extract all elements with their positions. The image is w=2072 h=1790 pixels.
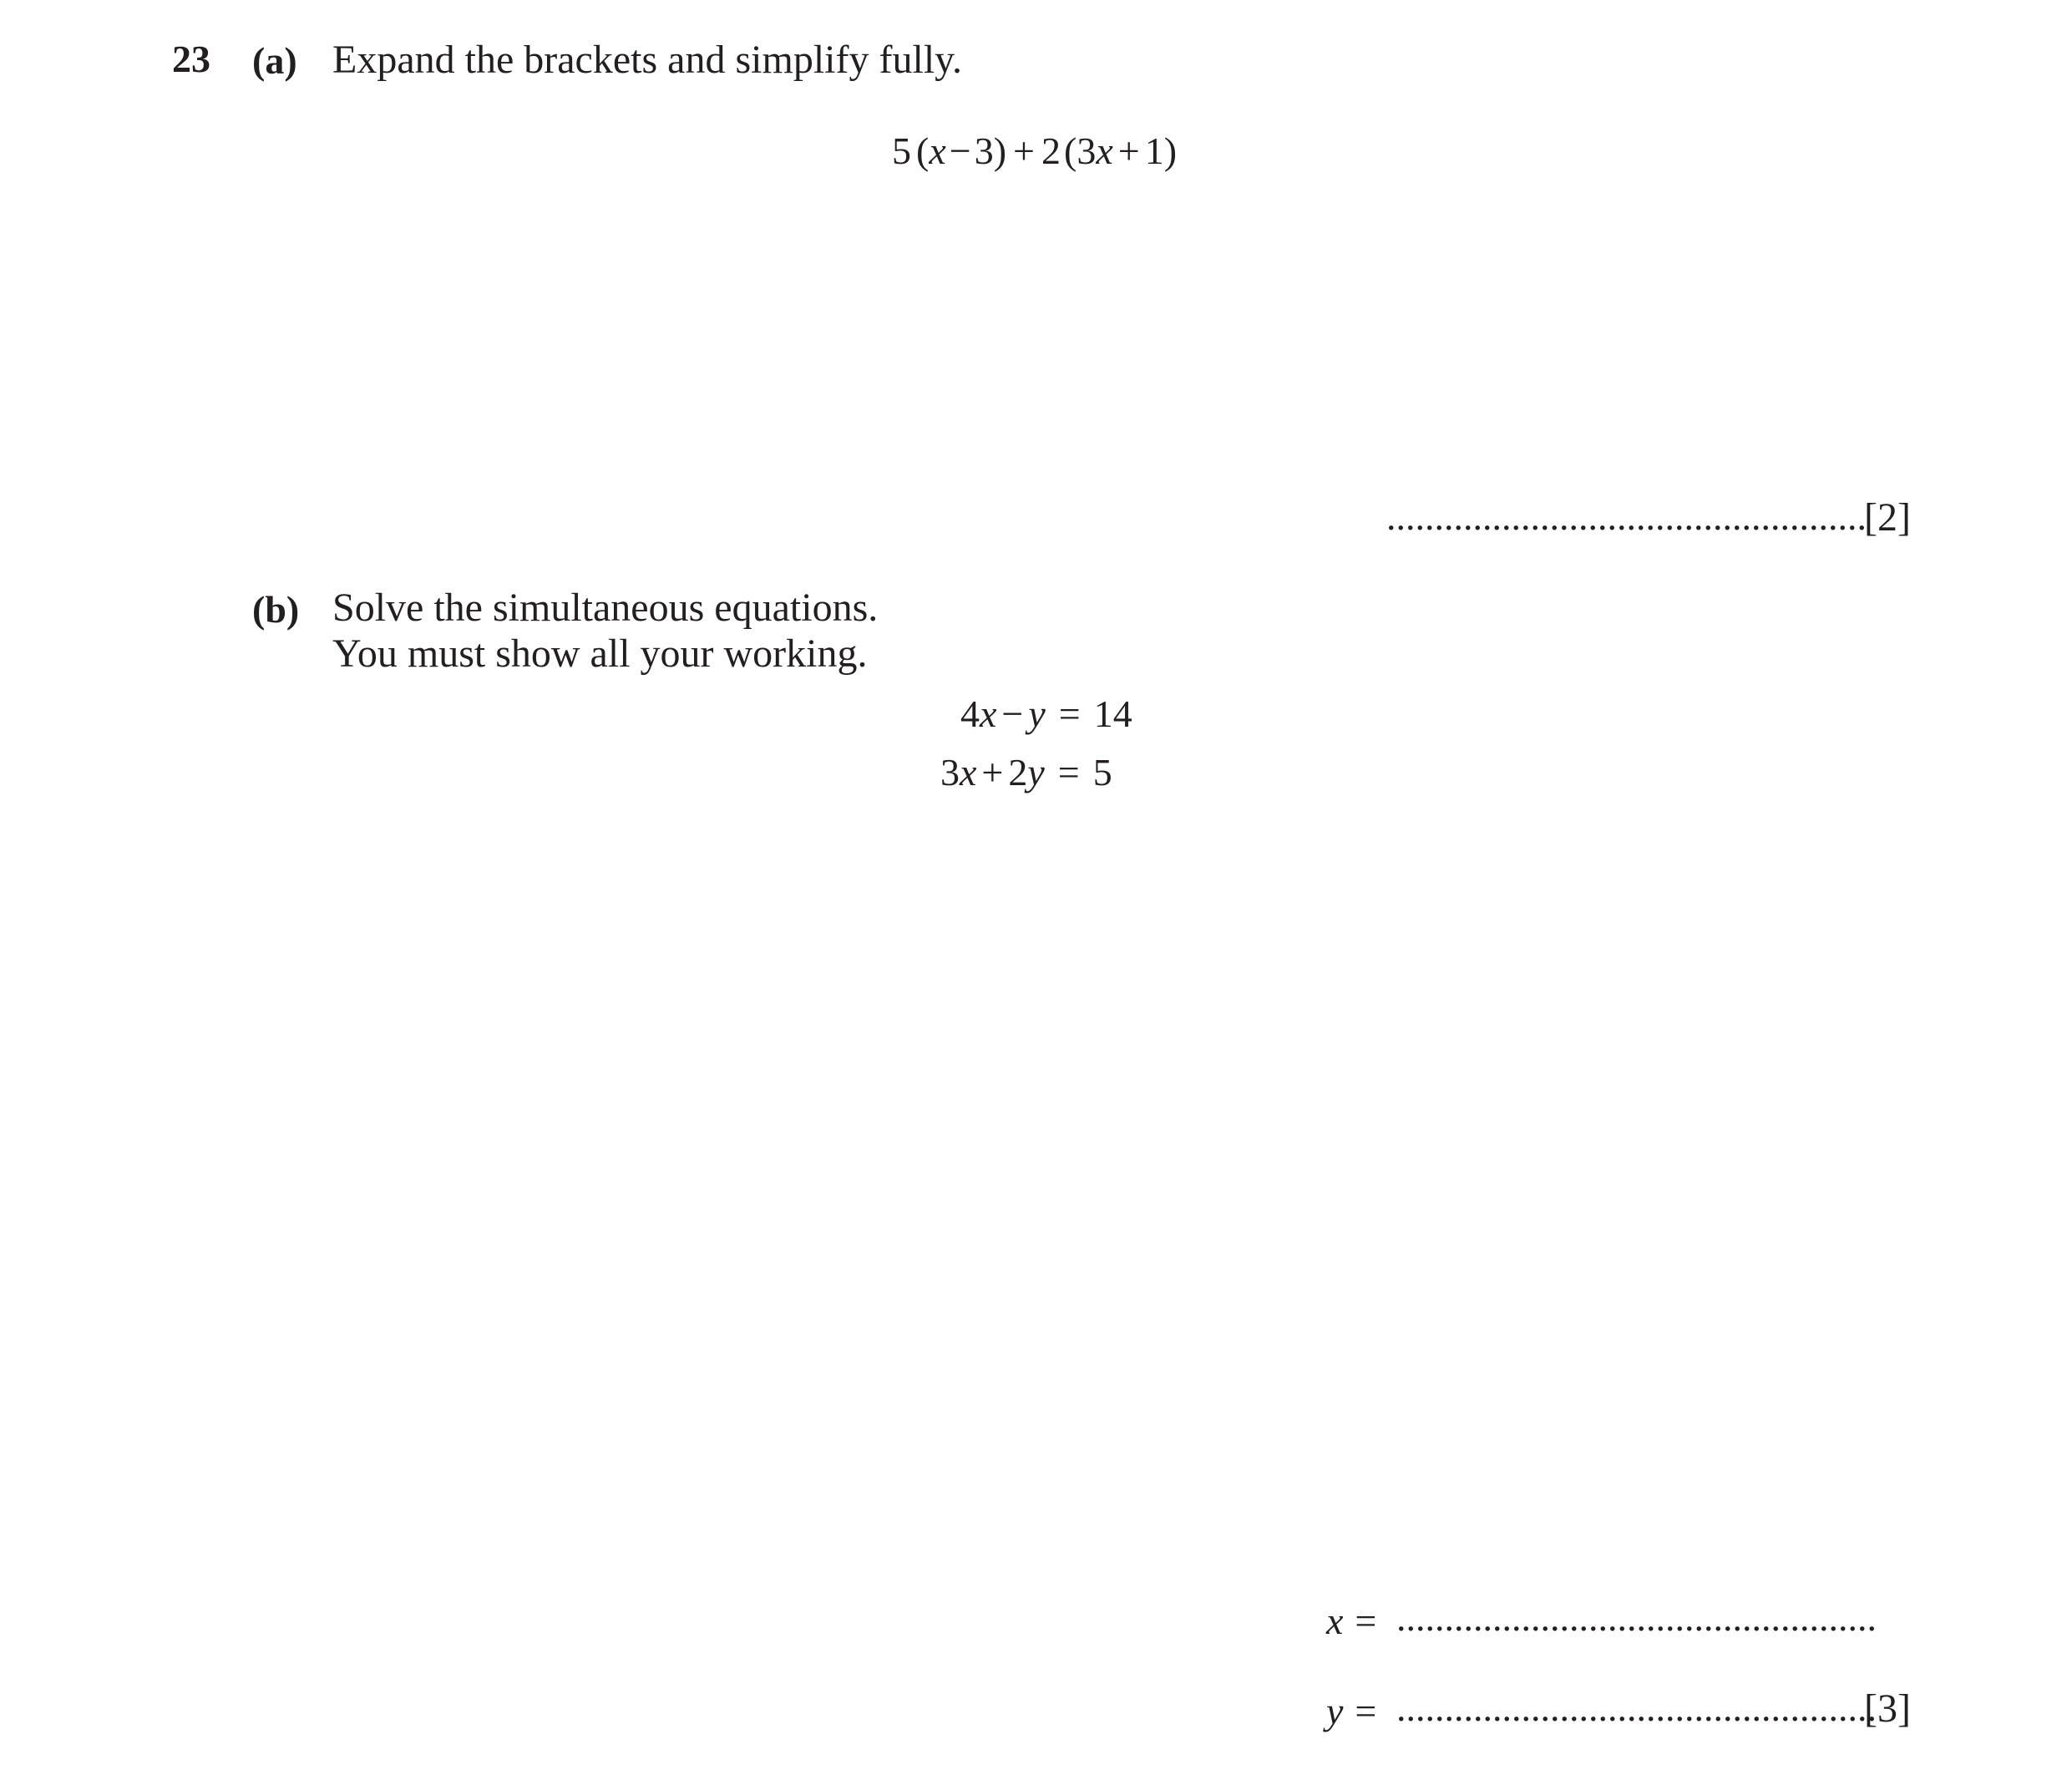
expr-plus-sign-2: + <box>1117 129 1140 172</box>
eq2-equals-sign: = <box>1057 751 1080 794</box>
part-a-label: (a) <box>252 39 297 82</box>
expr-plus-sign-1: + <box>1013 129 1035 172</box>
expr-coefficient-3: 3 <box>1077 129 1097 172</box>
part-b-instruction-line1: Solve the simultaneous equations. <box>332 586 879 630</box>
equation-1 <box>960 692 1132 736</box>
answer-y-variable: y <box>1326 1690 1344 1732</box>
expr-close-bracket-1: ) <box>993 129 1007 172</box>
question-number: 23 <box>172 38 210 80</box>
expr-open-bracket-1: ( <box>916 129 930 172</box>
expr-minus-sign: − <box>949 129 971 172</box>
eq1-variable-x: x <box>980 692 997 735</box>
expr-variable-x-2: x <box>1096 129 1113 172</box>
answer-x-label <box>1326 1599 1376 1643</box>
expr-variable-x-1: x <box>929 129 946 172</box>
eq2-variable-x: x <box>960 751 977 794</box>
part-a-expression <box>892 129 1177 173</box>
eq2-coefficient-3: 3 <box>940 751 960 794</box>
eq2-coefficient-2: 2 <box>1008 751 1028 794</box>
expr-number-1: 1 <box>1144 129 1164 172</box>
part-a-instruction: Expand the brackets and simplify fully. <box>332 38 963 82</box>
answer-x-equals: = <box>1355 1600 1377 1642</box>
expr-coefficient-2: 2 <box>1041 129 1061 172</box>
eq1-rhs: 14 <box>1093 692 1132 735</box>
eq1-equals-sign: = <box>1058 692 1081 735</box>
eq1-minus-sign: − <box>1001 692 1024 735</box>
answer-y-line[interactable]: .................................................. <box>1396 1686 1877 1729</box>
part-b-instruction-line2: You must show all your working. <box>332 631 868 676</box>
eq2-plus-sign: + <box>981 751 1004 794</box>
eq2-rhs: 5 <box>1092 751 1112 794</box>
part-b-marks: [3] <box>1864 1686 1911 1731</box>
eq1-variable-y: y <box>1028 692 1046 735</box>
answer-y-label <box>1326 1689 1376 1733</box>
expr-number-3: 3 <box>974 129 994 172</box>
answer-x-variable: x <box>1326 1600 1344 1642</box>
expr-coefficient-5: 5 <box>892 129 911 172</box>
expr-open-bracket-2: ( <box>1063 129 1077 172</box>
expr-close-bracket-2: ) <box>1163 129 1178 172</box>
answer-y-equals: = <box>1355 1690 1377 1732</box>
part-b-label: (b) <box>252 588 300 631</box>
eq1-coefficient-4: 4 <box>960 692 980 735</box>
eq2-variable-y: y <box>1027 751 1045 794</box>
part-a-answer-line[interactable]: .................................................. <box>1386 495 1867 538</box>
equation-2 <box>940 750 1112 794</box>
answer-x-line[interactable]: .................................................. <box>1396 1596 1877 1639</box>
part-a-marks: [2] <box>1864 495 1911 540</box>
